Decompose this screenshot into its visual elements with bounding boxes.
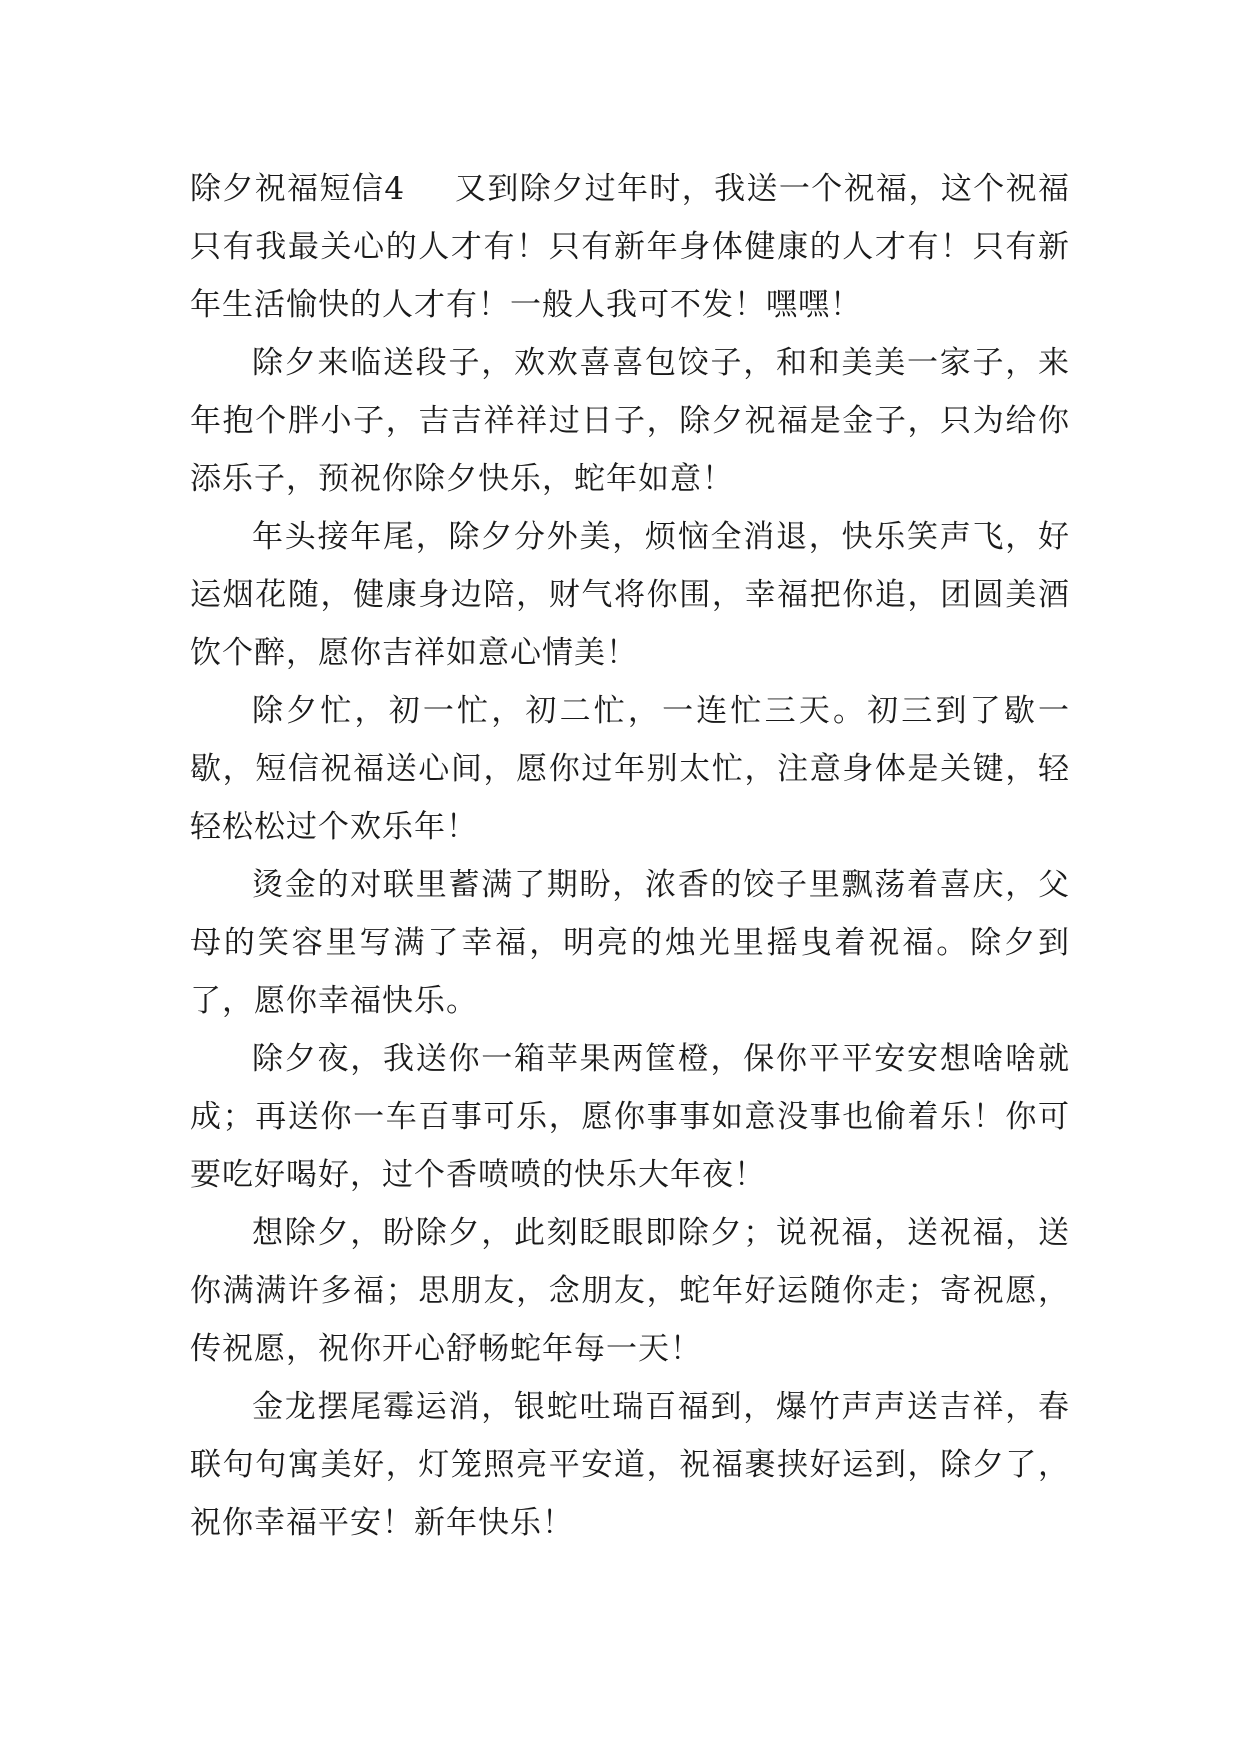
paragraph-text: 又到除夕过年时，我送一个祝福，这个祝福只有我最关心的人才有！只有新年身体健康的人才有！只有新年生活愉快的人才有！一般人我可不发！嘿嘿！ [190,171,1070,323]
document-body [190,160,1070,1552]
paragraph-3: 年头接年尾，除夕分外美，烦恼全消退，快乐笑声飞，好运烟花随，健康身边陪，财气将你围，幸福把你追，团圆美酒饮个醉，愿你吉祥如意心情美！ [190,519,1070,671]
document-heading: 除夕祝福短信4 [190,171,406,207]
paragraph-8: 金龙摆尾霉运消，银蛇吐瑞百福到，爆竹声声送吉祥，春联句句寓美好，灯笼照亮平安道，祝福裹挟好运到，除夕了，祝你幸福平安！新年快乐！ [190,1389,1070,1541]
paragraph-5: 烫金的对联里蓄满了期盼，浓香的饺子里飘荡着喜庆，父母的笑容里写满了幸福，明亮的烛光里摇曳着祝福。除夕到了，愿你幸福快乐。 [190,867,1070,1019]
paragraph-7: 想除夕，盼除夕，此刻眨眼即除夕；说祝福，送祝福，送你满满许多福；思朋友，念朋友，蛇年好运随你走；寄祝愿，传祝愿，祝你开心舒畅蛇年每一天！ [190,1215,1070,1367]
paragraph-4: 除夕忙，初一忙，初二忙，一连忙三天。初三到了歇一歇，短信祝福送心间，愿你过年别太忙，注意身体是关键，轻轻松松过个欢乐年！ [190,693,1070,845]
paragraph-2: 除夕来临送段子，欢欢喜喜包饺子，和和美美一家子，来年抱个胖小子，吉吉祥祥过日子，除夕祝福是金子，只为给你添乐子，预祝你除夕快乐，蛇年如意！ [190,345,1070,497]
paragraph-1 [190,160,1070,334]
paragraph-6: 除夕夜，我送你一箱苹果两筐橙，保你平平安安想啥啥就成；再送你一车百事可乐，愿你事事如意没事也偷着乐！你可要吃好喝好，过个香喷喷的快乐大年夜！ [190,1041,1070,1193]
